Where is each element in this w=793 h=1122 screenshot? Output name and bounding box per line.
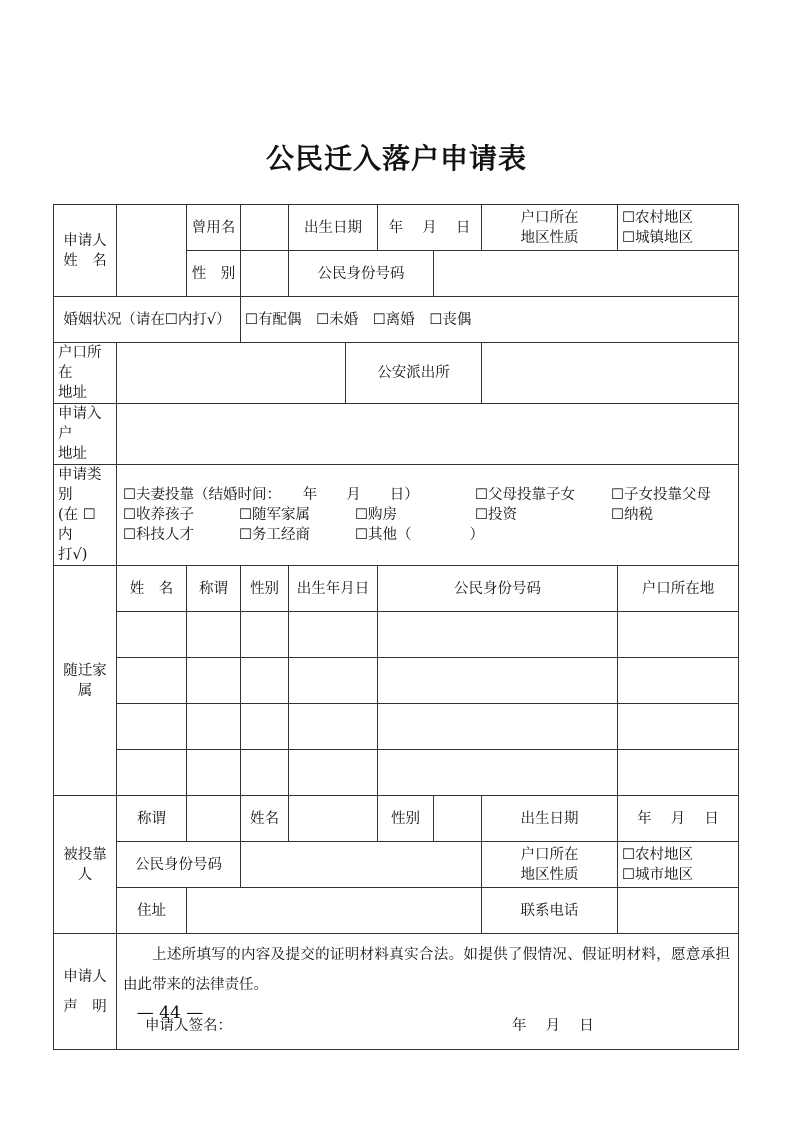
birth-date-field[interactable]: 年 月 日 bbox=[378, 205, 482, 251]
category-taxpayer-checkbox[interactable]: ☐纳税 bbox=[611, 507, 653, 523]
family-cell-name[interactable] bbox=[117, 704, 187, 750]
category-label: 申请类别 (在 ☐ 内 打√) bbox=[54, 465, 117, 566]
family-cell-gender[interactable] bbox=[241, 612, 289, 658]
relative-address-label: 住址 bbox=[117, 888, 187, 934]
relative-phone-field[interactable] bbox=[618, 888, 739, 934]
family-cell-id[interactable] bbox=[378, 750, 618, 796]
birth-date-label: 出生日期 bbox=[289, 205, 378, 251]
family-header-relation: 称谓 bbox=[187, 566, 241, 612]
family-cell-id[interactable] bbox=[378, 704, 618, 750]
category-business-checkbox[interactable]: ☐务工经商 bbox=[239, 527, 310, 543]
gender-field[interactable] bbox=[241, 251, 289, 297]
family-header-birthdate: 出生年月日 bbox=[289, 566, 378, 612]
declaration-text: 上述所填写的内容及提交的证明材料真实合法。如提供了假情况、假证明材料，愿意承担由此带来的法律责任。 bbox=[123, 947, 730, 993]
family-cell-relation[interactable] bbox=[187, 612, 241, 658]
police-station-label: 公安派出所 bbox=[346, 343, 482, 404]
applicant-name-field[interactable] bbox=[117, 205, 187, 297]
former-name-field[interactable] bbox=[241, 205, 289, 251]
family-cell-hukou[interactable] bbox=[618, 750, 739, 796]
family-cell-hukou[interactable] bbox=[618, 612, 739, 658]
family-members-label: 随迁家属 bbox=[54, 566, 117, 796]
marital-option-widowed[interactable]: ☐丧偶 bbox=[429, 311, 472, 328]
family-header-name: 姓 名 bbox=[117, 566, 187, 612]
apply-address-label: 申请入户 地址 bbox=[54, 404, 117, 465]
id-number-field[interactable] bbox=[434, 251, 739, 297]
family-cell-id[interactable] bbox=[378, 658, 618, 704]
family-cell-birthdate[interactable] bbox=[289, 750, 378, 796]
relative-name-label: 姓名 bbox=[241, 796, 289, 842]
category-options bbox=[117, 465, 739, 566]
family-cell-relation[interactable] bbox=[187, 704, 241, 750]
marital-option-married[interactable]: ☐有配偶 bbox=[245, 311, 302, 328]
relative-id-label: 公民身份号码 bbox=[117, 842, 241, 888]
relative-hukou-rural-checkbox[interactable]: ☐农村地区 bbox=[622, 846, 693, 863]
relative-birth-field[interactable]: 年 月 日 bbox=[618, 796, 739, 842]
relative-relation-label: 称谓 bbox=[117, 796, 187, 842]
family-cell-relation[interactable] bbox=[187, 658, 241, 704]
category-military-family-checkbox[interactable]: ☐随军家属 bbox=[239, 507, 310, 523]
family-cell-relation[interactable] bbox=[187, 750, 241, 796]
category-children-checkbox[interactable]: ☐子女投靠父母 bbox=[611, 487, 711, 503]
police-station-field[interactable] bbox=[482, 343, 739, 404]
hukou-nature-label: 户口所在 地区性质 bbox=[482, 205, 618, 251]
category-adoption-checkbox[interactable]: ☐收养孩子 bbox=[123, 507, 194, 523]
family-cell-id[interactable] bbox=[378, 612, 618, 658]
page-number: — 44 — bbox=[136, 1003, 204, 1023]
declaration-signature-line bbox=[117, 1000, 738, 1040]
declaration-content bbox=[117, 934, 739, 1050]
category-house-purchase-checkbox[interactable]: ☐购房 bbox=[355, 507, 397, 523]
family-cell-hukou[interactable] bbox=[618, 658, 739, 704]
relative-id-field[interactable] bbox=[241, 842, 482, 888]
family-cell-gender[interactable] bbox=[241, 750, 289, 796]
apply-address-field[interactable] bbox=[117, 404, 739, 465]
family-cell-hukou[interactable] bbox=[618, 704, 739, 750]
family-header-gender: 性别 bbox=[241, 566, 289, 612]
marital-status-label: 婚姻状况（请在☐内打√） bbox=[54, 297, 241, 343]
family-row bbox=[54, 750, 739, 796]
hukou-urban-checkbox[interactable]: ☐城镇地区 bbox=[622, 229, 693, 246]
declaration-label: 申请人 声 明 bbox=[54, 934, 117, 1050]
family-cell-gender[interactable] bbox=[241, 658, 289, 704]
gender-label: 性 别 bbox=[187, 251, 241, 297]
category-investment-checkbox[interactable]: ☐投资 bbox=[475, 507, 517, 523]
family-cell-birthdate[interactable] bbox=[289, 658, 378, 704]
relative-hukou-options bbox=[618, 842, 739, 888]
relative-gender-label: 性别 bbox=[378, 796, 434, 842]
category-other-checkbox[interactable]: ☐其他（ ） bbox=[355, 527, 484, 543]
relative-hukou-label: 户口所在 地区性质 bbox=[482, 842, 618, 888]
relative-hukou-urban-checkbox[interactable]: ☐城市地区 bbox=[622, 866, 693, 883]
applicant-name-label: 申请人 姓 名 bbox=[54, 205, 117, 297]
category-spouse-checkbox[interactable]: ☐夫妻投靠（结婚时间： 年 月 日） bbox=[123, 487, 419, 503]
id-number-label: 公民身份号码 bbox=[289, 251, 434, 297]
hukou-address-field[interactable] bbox=[117, 343, 346, 404]
family-cell-gender[interactable] bbox=[241, 704, 289, 750]
family-cell-birthdate[interactable] bbox=[289, 704, 378, 750]
family-row bbox=[54, 658, 739, 704]
category-tech-talent-checkbox[interactable]: ☐科技人才 bbox=[123, 527, 194, 543]
family-cell-name[interactable] bbox=[117, 612, 187, 658]
family-row bbox=[54, 704, 739, 750]
former-name-label: 曾用名 bbox=[187, 205, 241, 251]
family-cell-name[interactable] bbox=[117, 658, 187, 704]
family-header-id: 公民身份号码 bbox=[378, 566, 618, 612]
family-header-hukou: 户口所在地 bbox=[618, 566, 739, 612]
relative-gender-field[interactable] bbox=[434, 796, 482, 842]
hukou-address-label: 户口所在 地址 bbox=[54, 343, 117, 404]
marital-option-divorced[interactable]: ☐离婚 bbox=[372, 311, 415, 328]
signature-date[interactable]: 年 月 日 bbox=[512, 1018, 594, 1034]
category-parents-checkbox[interactable]: ☐父母投靠子女 bbox=[475, 487, 575, 503]
family-cell-birthdate[interactable] bbox=[289, 612, 378, 658]
application-form-table bbox=[53, 204, 739, 1050]
relative-name-field[interactable] bbox=[289, 796, 378, 842]
hukou-nature-options[interactable] bbox=[618, 205, 739, 251]
form-title: 公民迁入落户申请表 bbox=[265, 142, 527, 175]
relative-relation-field[interactable] bbox=[187, 796, 241, 842]
marital-status-options bbox=[241, 297, 739, 343]
hukou-rural-checkbox[interactable]: ☐农村地区 bbox=[622, 209, 693, 226]
relative-label: 被投靠人 bbox=[54, 796, 117, 934]
relative-phone-label: 联系电话 bbox=[482, 888, 618, 934]
relative-birth-label: 出生日期 bbox=[482, 796, 618, 842]
relative-address-field[interactable] bbox=[187, 888, 482, 934]
family-cell-name[interactable] bbox=[117, 750, 187, 796]
family-row bbox=[54, 612, 739, 658]
marital-option-unmarried[interactable]: ☐未婚 bbox=[316, 311, 359, 328]
signature-label: 申请人签名： bbox=[145, 1018, 232, 1034]
